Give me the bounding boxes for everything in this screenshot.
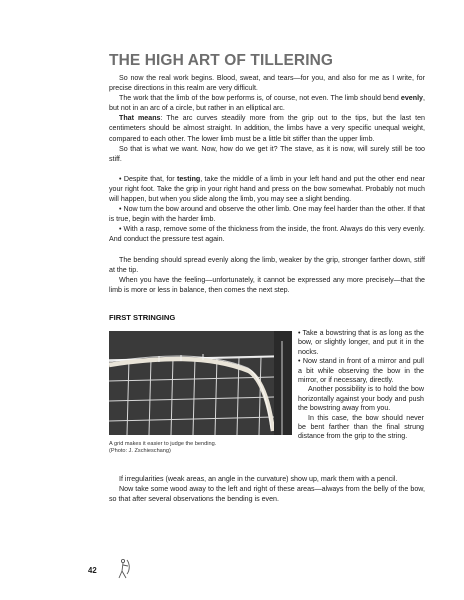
- figure-caption: [109, 441, 294, 455]
- closing-paragraph-2: Now take some wood away to the left and right of these areas—always from the belly of the bow, so that after several observations the bending is even.: [109, 485, 425, 504]
- bow-on-grid-illustration: [109, 331, 292, 435]
- intro-section: [109, 73, 425, 295]
- intro-paragraph-1: So now the real work begins. Blood, sweat, and tears—for you, and also for me as I write, for precise directions in this realm are very difficult.: [109, 74, 425, 93]
- bending-paragraph-2: When you have the feeling—unfortunately, it cannot be expressed any more precisely—that the limb is more or less in balance, then comes the next step.: [109, 275, 425, 294]
- closing-section: [109, 474, 425, 504]
- publisher-archer-logo-icon: [115, 558, 131, 580]
- bending-paragraph-1: The bending should spread evenly along the limb, weaker by the grip, stronger farther down, stiff at the tip.: [109, 255, 425, 274]
- step-rasp: • With a rasp, remove some of the thickness from the inside, the front. Always do this very evenly. And conduct the pressure test again.: [109, 225, 425, 244]
- chapter-title: THE HIGH ART OF TILLERING: [109, 52, 334, 69]
- stringing-step-1: • Take a bowstring that is as long as the bow, or slightly longer, and put it in the nocks.: [298, 329, 424, 356]
- caption-credit: (Photo: J. Zschieschang): [109, 448, 171, 455]
- bow-grid-photo: [109, 331, 292, 435]
- stringing-instructions: [298, 329, 424, 442]
- stringing-limit: In this case, the bow should never be bent farther than the final strung distance from the grip to the string.: [298, 413, 424, 441]
- caption-text: A grid makes it easier to judge the bending.: [109, 441, 217, 447]
- intro-paragraph-4: So that is what we want. Now, how do we get it? The stave, as it is now, will surely still be too stiff.: [109, 144, 425, 163]
- page-number: 42: [88, 566, 97, 575]
- step-testing: • Despite that, for testing, take the middle of a limb in your left hand and put the other end near your right foot. Take the grip in your right hand and press on the bow somewhat. Probably not much will happen, but when you slide along the limb, you may see a slight bending.: [109, 174, 425, 204]
- stringing-step-2: • Now stand in front of a mirror and pull a bit while observing the bow in the mirror, or if necessary, directly.: [298, 357, 424, 385]
- intro-paragraph-2: The work that the limb of the bow performs is, of course, not even. The limb should bend evenly, but not in an arc of a circle, but rather in an elliptical arc.: [109, 94, 425, 113]
- step-turn-bow: • Now turn the bow around and observe the other limb. One may feel harder than the other. If that is true, begin with the harder limb.: [109, 205, 425, 224]
- section-heading-first-stringing: FIRST STRINGING: [109, 313, 176, 322]
- closing-paragraph-1: If irregularities (weak areas, an angle in the curvature) show up, mark them with a pencil.: [119, 475, 398, 483]
- stringing-alternative: Another possibility is to hold the bow horizontally against your body and push the bowstring away from you.: [298, 385, 424, 413]
- intro-paragraph-3: That means: The arc curves steadily more from the grip out to the tips, but the last ten centimeters should be almost straight. In addition, the limbs have a very specific unequal weight, compared to each other. The lower limb must be a little bit stiffer than the upper limb.: [109, 114, 426, 143]
